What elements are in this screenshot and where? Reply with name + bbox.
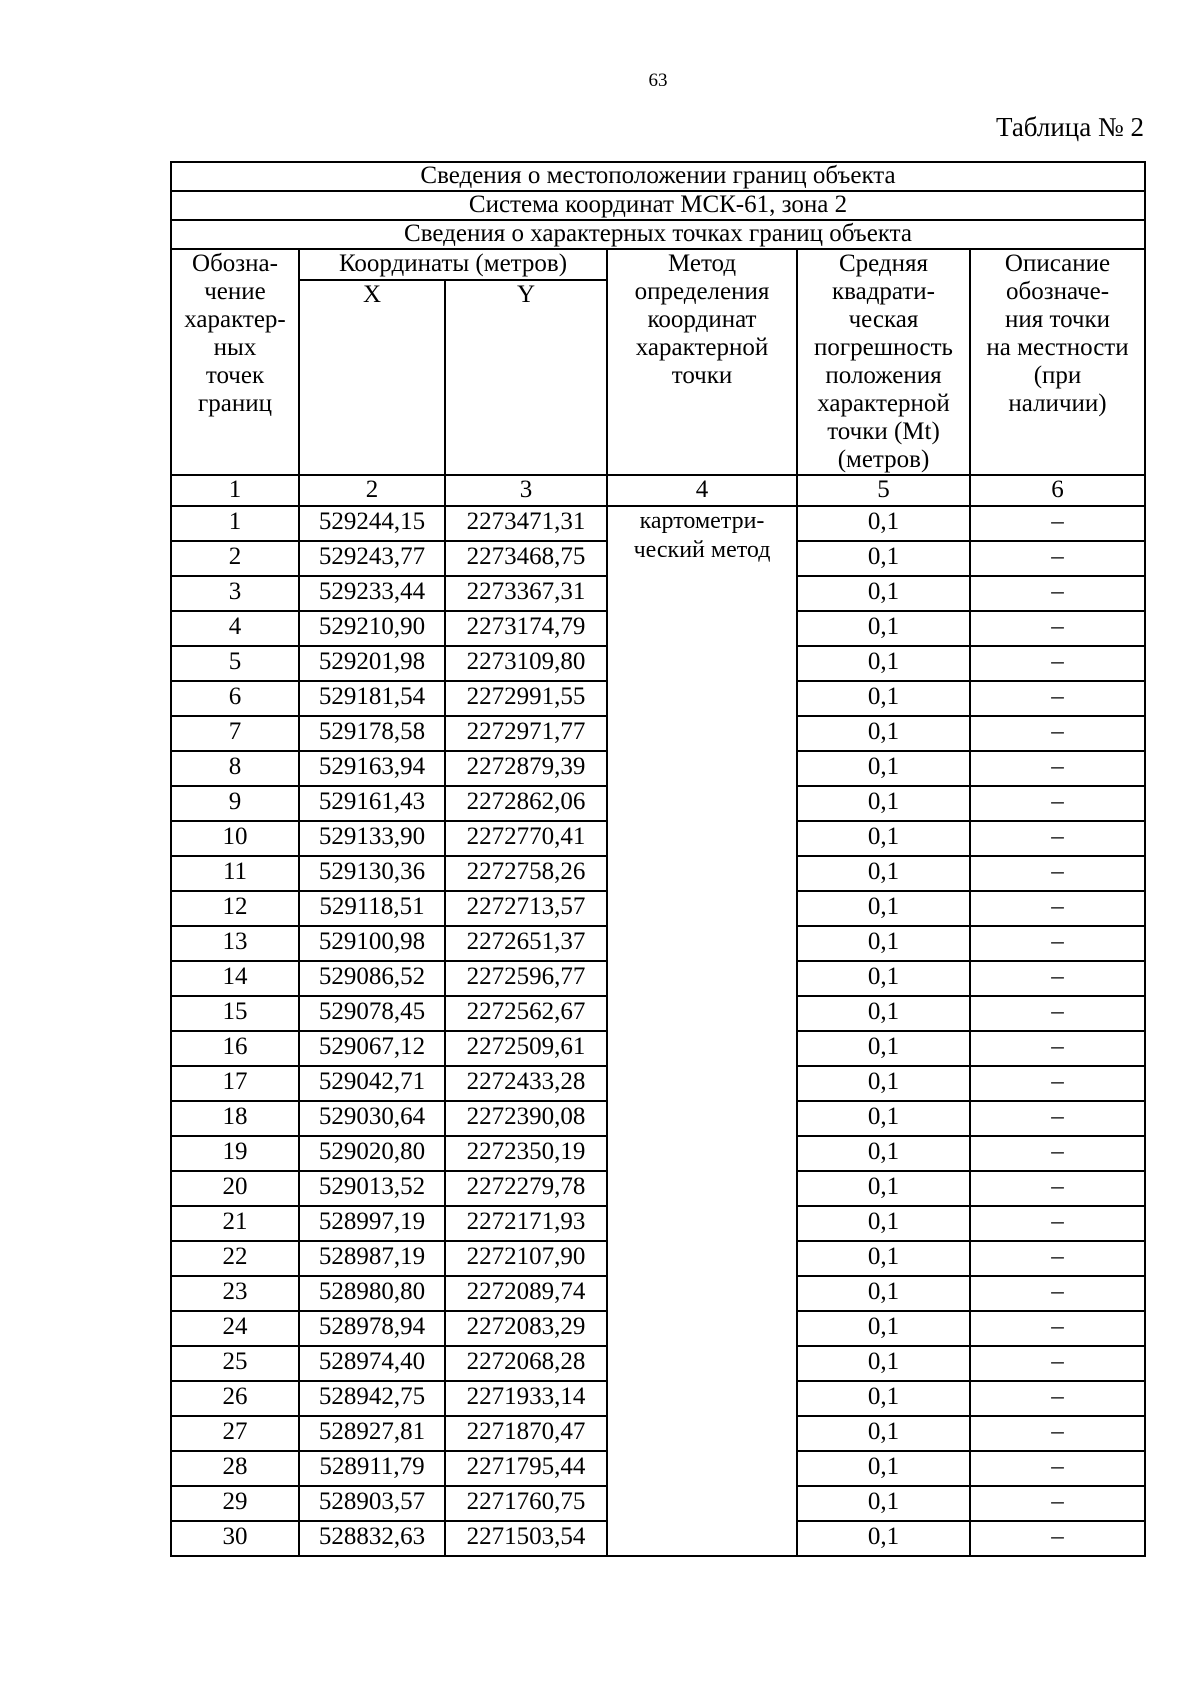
error-cell: 0,1 bbox=[797, 1171, 970, 1206]
x-coordinate-cell: 529244,15 bbox=[299, 506, 445, 541]
x-coordinate-cell: 529243,77 bbox=[299, 541, 445, 576]
table-title: Сведения о местоположении границ объекта bbox=[171, 162, 1145, 191]
point-id-cell: 23 bbox=[171, 1276, 299, 1311]
error-cell: 0,1 bbox=[797, 611, 970, 646]
x-coordinate-cell: 528987,19 bbox=[299, 1241, 445, 1276]
point-id-cell: 22 bbox=[171, 1241, 299, 1276]
description-cell: – bbox=[970, 506, 1145, 541]
table-row bbox=[171, 506, 1145, 541]
y-coordinate-cell: 2272758,26 bbox=[445, 856, 607, 891]
error-cell: 0,1 bbox=[797, 1486, 970, 1521]
point-id-cell: 5 bbox=[171, 646, 299, 681]
points-section-title: Сведения о характерных точках границ объекта bbox=[171, 220, 1145, 249]
point-id-cell: 28 bbox=[171, 1451, 299, 1486]
x-coordinate-cell: 528974,40 bbox=[299, 1346, 445, 1381]
title-row bbox=[171, 191, 1145, 220]
description-cell: – bbox=[970, 961, 1145, 996]
point-id-cell: 30 bbox=[171, 1521, 299, 1556]
error-cell: 0,1 bbox=[797, 646, 970, 681]
description-cell: – bbox=[970, 1101, 1145, 1136]
point-id-cell: 1 bbox=[171, 506, 299, 541]
description-cell: – bbox=[970, 1381, 1145, 1416]
x-coordinate-cell: 529042,71 bbox=[299, 1066, 445, 1101]
x-coordinate-cell: 529118,51 bbox=[299, 891, 445, 926]
error-cell: 0,1 bbox=[797, 891, 970, 926]
point-id-cell: 18 bbox=[171, 1101, 299, 1136]
x-coordinate-cell: 529163,94 bbox=[299, 751, 445, 786]
coordinate-system-title: Система координат МСК-61, зона 2 bbox=[171, 191, 1145, 220]
y-coordinate-cell: 2272433,28 bbox=[445, 1066, 607, 1101]
description-cell: – bbox=[970, 1241, 1145, 1276]
x-coordinate-cell: 529133,90 bbox=[299, 821, 445, 856]
x-coordinate-cell: 529210,90 bbox=[299, 611, 445, 646]
x-coordinate-cell: 529086,52 bbox=[299, 961, 445, 996]
x-coordinate-cell: 529020,80 bbox=[299, 1136, 445, 1171]
description-cell: – bbox=[970, 1206, 1145, 1241]
y-coordinate-cell: 2272107,90 bbox=[445, 1241, 607, 1276]
x-coordinate-cell: 529130,36 bbox=[299, 856, 445, 891]
y-coordinate-cell: 2272562,67 bbox=[445, 996, 607, 1031]
column-number: 6 bbox=[970, 475, 1145, 506]
x-coordinate-cell: 529078,45 bbox=[299, 996, 445, 1031]
table-label: Таблица № 2 bbox=[996, 112, 1144, 142]
point-id-cell: 24 bbox=[171, 1311, 299, 1346]
description-cell: – bbox=[970, 751, 1145, 786]
page-number: 63 bbox=[648, 70, 668, 91]
y-coordinate-cell: 2272390,08 bbox=[445, 1101, 607, 1136]
y-coordinate-cell: 2272279,78 bbox=[445, 1171, 607, 1206]
point-id-cell: 6 bbox=[171, 681, 299, 716]
y-coordinate-cell: 2271795,44 bbox=[445, 1451, 607, 1486]
y-coordinate-cell: 2271870,47 bbox=[445, 1416, 607, 1451]
x-coordinate-cell: 529181,54 bbox=[299, 681, 445, 716]
point-id-cell: 27 bbox=[171, 1416, 299, 1451]
error-cell: 0,1 bbox=[797, 1136, 970, 1171]
point-id-cell: 2 bbox=[171, 541, 299, 576]
x-coordinate-cell: 528978,94 bbox=[299, 1311, 445, 1346]
x-coordinate-cell: 529201,98 bbox=[299, 646, 445, 681]
y-coordinate-cell: 2272651,37 bbox=[445, 926, 607, 961]
title-row bbox=[171, 162, 1145, 191]
header-error: Средняя квадрати- ческая погрешность положения характерной точки (Mt) (метров) bbox=[797, 249, 970, 475]
point-id-cell: 19 bbox=[171, 1136, 299, 1171]
description-cell: – bbox=[970, 1416, 1145, 1451]
error-cell: 0,1 bbox=[797, 1066, 970, 1101]
error-cell: 0,1 bbox=[797, 751, 970, 786]
error-cell: 0,1 bbox=[797, 1031, 970, 1066]
column-number-row bbox=[171, 475, 1145, 506]
error-cell: 0,1 bbox=[797, 1451, 970, 1486]
point-id-cell: 26 bbox=[171, 1381, 299, 1416]
y-coordinate-cell: 2271933,14 bbox=[445, 1381, 607, 1416]
error-cell: 0,1 bbox=[797, 1521, 970, 1556]
description-cell: – bbox=[970, 1346, 1145, 1381]
point-id-cell: 3 bbox=[171, 576, 299, 611]
error-cell: 0,1 bbox=[797, 1101, 970, 1136]
y-coordinate-cell: 2272083,29 bbox=[445, 1311, 607, 1346]
y-coordinate-cell: 2272770,41 bbox=[445, 821, 607, 856]
description-cell: – bbox=[970, 1276, 1145, 1311]
x-coordinate-cell: 528997,19 bbox=[299, 1206, 445, 1241]
title-row bbox=[171, 220, 1145, 249]
description-cell: – bbox=[970, 996, 1145, 1031]
description-cell: – bbox=[970, 1311, 1145, 1346]
y-coordinate-cell: 2273109,80 bbox=[445, 646, 607, 681]
header-coordinates: Координаты (метров) bbox=[299, 249, 607, 280]
y-coordinate-cell: 2272991,55 bbox=[445, 681, 607, 716]
y-coordinate-cell: 2272596,77 bbox=[445, 961, 607, 996]
description-cell: – bbox=[970, 541, 1145, 576]
y-coordinate-cell: 2272713,57 bbox=[445, 891, 607, 926]
error-cell: 0,1 bbox=[797, 1206, 970, 1241]
error-cell: 0,1 bbox=[797, 1241, 970, 1276]
description-cell: – bbox=[970, 856, 1145, 891]
error-cell: 0,1 bbox=[797, 1416, 970, 1451]
description-cell: – bbox=[970, 681, 1145, 716]
x-coordinate-cell: 529178,58 bbox=[299, 716, 445, 751]
y-coordinate-cell: 2272089,74 bbox=[445, 1276, 607, 1311]
error-cell: 0,1 bbox=[797, 1381, 970, 1416]
description-cell: – bbox=[970, 891, 1145, 926]
header-x: X bbox=[299, 280, 445, 475]
description-cell: – bbox=[970, 926, 1145, 961]
description-cell: – bbox=[970, 716, 1145, 751]
error-cell: 0,1 bbox=[797, 576, 970, 611]
description-cell: – bbox=[970, 821, 1145, 856]
x-coordinate-cell: 529233,44 bbox=[299, 576, 445, 611]
error-cell: 0,1 bbox=[797, 1311, 970, 1346]
header-y: Y bbox=[445, 280, 607, 475]
description-cell: – bbox=[970, 1171, 1145, 1206]
column-number: 4 bbox=[607, 475, 797, 506]
x-coordinate-cell: 528903,57 bbox=[299, 1486, 445, 1521]
point-id-cell: 16 bbox=[171, 1031, 299, 1066]
header-designation: Обозна- чение характер- ных точек границ bbox=[171, 249, 299, 475]
point-id-cell: 11 bbox=[171, 856, 299, 891]
point-id-cell: 17 bbox=[171, 1066, 299, 1101]
y-coordinate-cell: 2271760,75 bbox=[445, 1486, 607, 1521]
x-coordinate-cell: 528980,80 bbox=[299, 1276, 445, 1311]
description-cell: – bbox=[970, 1521, 1145, 1556]
header-description: Описание обозначе- ния точки на местности (при наличии) bbox=[970, 249, 1145, 475]
column-number: 5 bbox=[797, 475, 970, 506]
error-cell: 0,1 bbox=[797, 1346, 970, 1381]
point-id-cell: 29 bbox=[171, 1486, 299, 1521]
point-id-cell: 20 bbox=[171, 1171, 299, 1206]
error-cell: 0,1 bbox=[797, 786, 970, 821]
column-number: 1 bbox=[171, 475, 299, 506]
y-coordinate-cell: 2272509,61 bbox=[445, 1031, 607, 1066]
point-id-cell: 14 bbox=[171, 961, 299, 996]
y-coordinate-cell: 2271503,54 bbox=[445, 1521, 607, 1556]
y-coordinate-cell: 2273174,79 bbox=[445, 611, 607, 646]
error-cell: 0,1 bbox=[797, 996, 970, 1031]
description-cell: – bbox=[970, 1451, 1145, 1486]
y-coordinate-cell: 2273468,75 bbox=[445, 541, 607, 576]
description-cell: – bbox=[970, 1136, 1145, 1171]
y-coordinate-cell: 2273471,31 bbox=[445, 506, 607, 541]
header-method: Метод определения координат характерной точки bbox=[607, 249, 797, 475]
error-cell: 0,1 bbox=[797, 1276, 970, 1311]
point-id-cell: 15 bbox=[171, 996, 299, 1031]
description-cell: – bbox=[970, 576, 1145, 611]
y-coordinate-cell: 2273367,31 bbox=[445, 576, 607, 611]
point-id-cell: 9 bbox=[171, 786, 299, 821]
y-coordinate-cell: 2272068,28 bbox=[445, 1346, 607, 1381]
x-coordinate-cell: 529030,64 bbox=[299, 1101, 445, 1136]
x-coordinate-cell: 529161,43 bbox=[299, 786, 445, 821]
y-coordinate-cell: 2272862,06 bbox=[445, 786, 607, 821]
y-coordinate-cell: 2272971,77 bbox=[445, 716, 607, 751]
error-cell: 0,1 bbox=[797, 856, 970, 891]
point-id-cell: 4 bbox=[171, 611, 299, 646]
x-coordinate-cell: 528832,63 bbox=[299, 1521, 445, 1556]
description-cell: – bbox=[970, 1066, 1145, 1101]
y-coordinate-cell: 2272879,39 bbox=[445, 751, 607, 786]
error-cell: 0,1 bbox=[797, 681, 970, 716]
point-id-cell: 21 bbox=[171, 1206, 299, 1241]
error-cell: 0,1 bbox=[797, 506, 970, 541]
description-cell: – bbox=[970, 786, 1145, 821]
point-id-cell: 13 bbox=[171, 926, 299, 961]
description-cell: – bbox=[970, 646, 1145, 681]
x-coordinate-cell: 528942,75 bbox=[299, 1381, 445, 1416]
error-cell: 0,1 bbox=[797, 541, 970, 576]
y-coordinate-cell: 2272171,93 bbox=[445, 1206, 607, 1241]
error-cell: 0,1 bbox=[797, 821, 970, 856]
point-id-cell: 8 bbox=[171, 751, 299, 786]
y-coordinate-cell: 2272350,19 bbox=[445, 1136, 607, 1171]
error-cell: 0,1 bbox=[797, 926, 970, 961]
method-cell: картометри- ческий метод bbox=[607, 506, 797, 1556]
description-cell: – bbox=[970, 611, 1145, 646]
x-coordinate-cell: 528927,81 bbox=[299, 1416, 445, 1451]
column-number: 2 bbox=[299, 475, 445, 506]
error-cell: 0,1 bbox=[797, 961, 970, 996]
x-coordinate-cell: 529100,98 bbox=[299, 926, 445, 961]
column-number: 3 bbox=[445, 475, 607, 506]
point-id-cell: 25 bbox=[171, 1346, 299, 1381]
description-cell: – bbox=[970, 1031, 1145, 1066]
point-id-cell: 12 bbox=[171, 891, 299, 926]
description-cell: – bbox=[970, 1486, 1145, 1521]
boundary-points-table bbox=[170, 161, 1146, 1557]
point-id-cell: 7 bbox=[171, 716, 299, 751]
error-cell: 0,1 bbox=[797, 716, 970, 751]
x-coordinate-cell: 528911,79 bbox=[299, 1451, 445, 1486]
x-coordinate-cell: 529013,52 bbox=[299, 1171, 445, 1206]
x-coordinate-cell: 529067,12 bbox=[299, 1031, 445, 1066]
header-row bbox=[171, 249, 1145, 280]
point-id-cell: 10 bbox=[171, 821, 299, 856]
